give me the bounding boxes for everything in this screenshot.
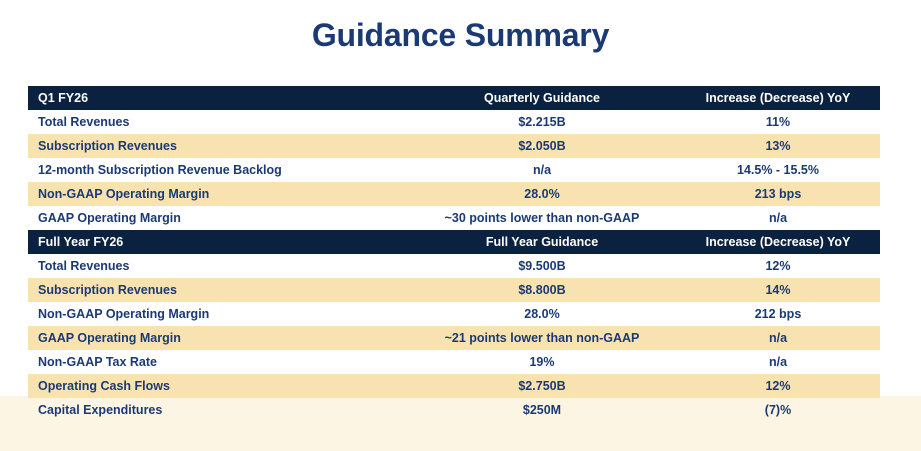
row-yoy-change: 14.5% - 15.5% xyxy=(676,158,880,182)
table-row xyxy=(28,350,880,374)
row-yoy-change: 12% xyxy=(676,254,880,278)
table-row xyxy=(28,398,880,422)
row-guidance-value: ~30 points lower than non-GAAP xyxy=(408,206,676,230)
row-guidance-value: 28.0% xyxy=(408,302,676,326)
table-row xyxy=(28,254,880,278)
row-yoy-change: 14% xyxy=(676,278,880,302)
row-label: Non-GAAP Operating Margin xyxy=(28,182,408,206)
section-header-right-column: Increase (Decrease) YoY xyxy=(676,86,880,110)
row-label: GAAP Operating Margin xyxy=(28,326,408,350)
table-row xyxy=(28,302,880,326)
guidance-table xyxy=(28,86,880,422)
section-header-right-column: Increase (Decrease) YoY xyxy=(676,230,880,254)
section-header-middle-column: Quarterly Guidance xyxy=(408,86,676,110)
guidance-table-container xyxy=(28,86,880,422)
row-label: 12-month Subscription Revenue Backlog xyxy=(28,158,408,182)
row-yoy-change: n/a xyxy=(676,326,880,350)
row-yoy-change: 213 bps xyxy=(676,182,880,206)
row-label: Capital Expenditures xyxy=(38,403,163,417)
table-row xyxy=(28,134,880,158)
row-guidance-value: ~21 points lower than non-GAAP xyxy=(408,326,676,350)
row-guidance-value: $2.050B xyxy=(408,134,676,158)
row-guidance-value: $2.215B xyxy=(408,110,676,134)
row-yoy-change: n/a xyxy=(676,206,880,230)
row-guidance-value: 19% xyxy=(408,350,676,374)
row-guidance-value: $2.750B xyxy=(408,374,676,398)
row-guidance-value: $9.500B xyxy=(408,254,676,278)
section-header-label: Full Year FY26 xyxy=(28,230,408,254)
row-yoy-change: 12% xyxy=(676,374,880,398)
section-header-row xyxy=(28,230,880,254)
row-yoy-change: 11% xyxy=(676,110,880,134)
table-row xyxy=(28,182,880,206)
row-label: GAAP Operating Margin xyxy=(28,206,408,230)
row-guidance-value: $250M xyxy=(522,403,562,417)
row-yoy-change: 13% xyxy=(676,134,880,158)
row-yoy-change: (7)% xyxy=(764,403,792,417)
row-label: Non-GAAP Operating Margin xyxy=(28,302,408,326)
section-header-middle-column: Full Year Guidance xyxy=(408,230,676,254)
row-label: Subscription Revenues xyxy=(28,278,408,302)
row-guidance-value: $8.800B xyxy=(408,278,676,302)
row-label: Total Revenues xyxy=(28,254,408,278)
row-label: Total Revenues xyxy=(28,110,408,134)
table-row xyxy=(28,206,880,230)
row-guidance-value: n/a xyxy=(408,158,676,182)
page-title: Guidance Summary xyxy=(311,17,610,53)
table-row xyxy=(28,110,880,134)
row-yoy-change: 212 bps xyxy=(676,302,880,326)
row-guidance-value: 28.0% xyxy=(408,182,676,206)
table-row xyxy=(28,374,880,398)
table-row xyxy=(28,278,880,302)
row-label: Subscription Revenues xyxy=(28,134,408,158)
row-label: Operating Cash Flows xyxy=(28,374,408,398)
row-yoy-change: n/a xyxy=(676,350,880,374)
table-row xyxy=(28,158,880,182)
row-label: Non-GAAP Tax Rate xyxy=(28,350,408,374)
section-header-row xyxy=(28,86,880,110)
section-header-label: Q1 FY26 xyxy=(28,86,408,110)
table-row xyxy=(28,326,880,350)
